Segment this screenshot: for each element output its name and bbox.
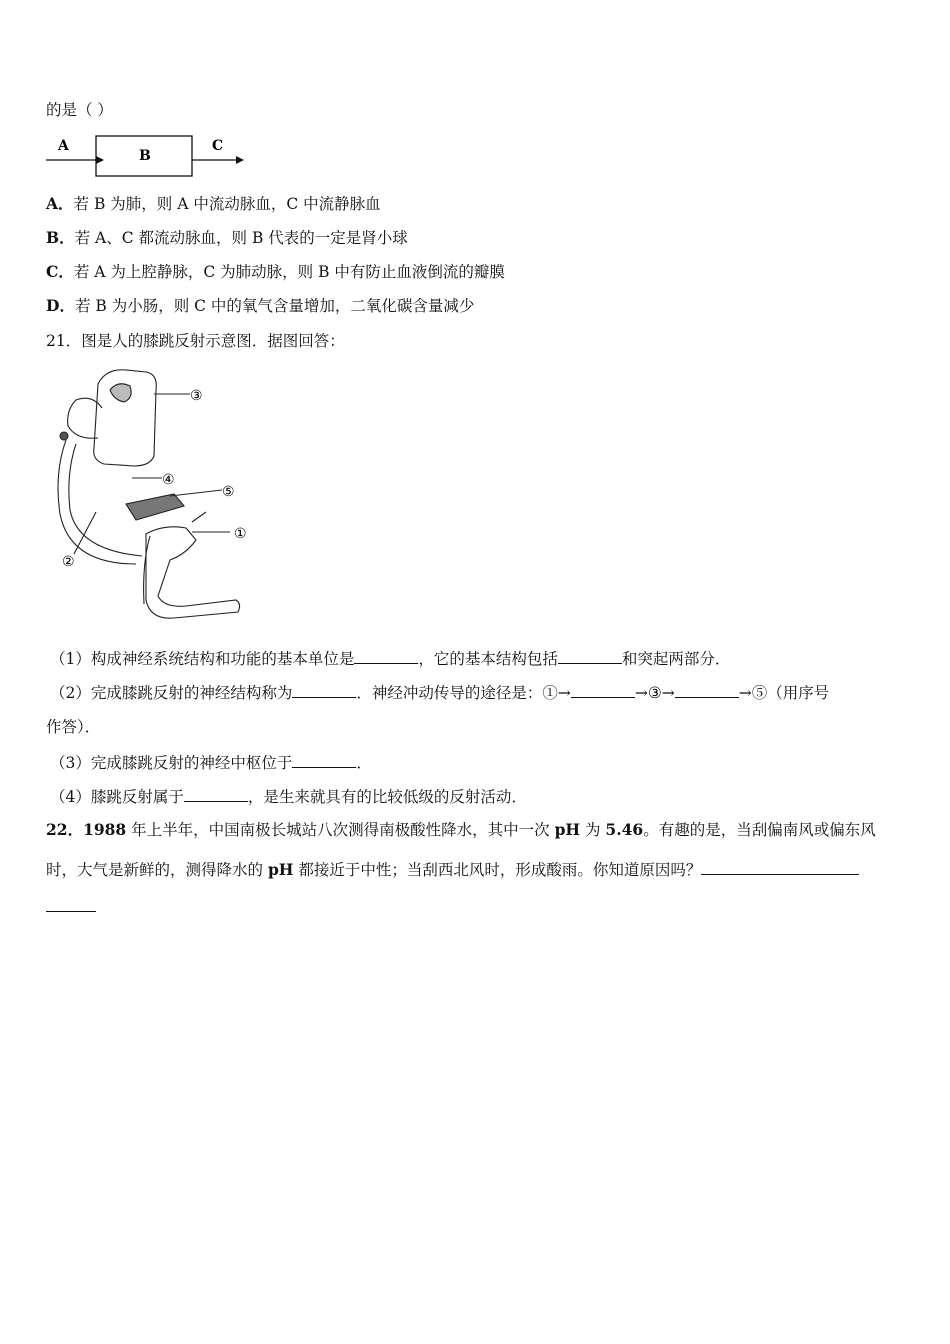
- answer-blank[interactable]: [675, 682, 739, 698]
- figure-label-2: ②: [62, 554, 75, 570]
- answer-blank[interactable]: [292, 682, 356, 698]
- answer-blank[interactable]: [701, 859, 859, 875]
- q20-stem-tail: 的是（ ）: [46, 101, 113, 119]
- figure-label-4: ④: [162, 472, 175, 488]
- answer-blank[interactable]: [184, 786, 248, 802]
- answer-blank[interactable]: [571, 682, 635, 698]
- q21-title: 21．图是人的膝跳反射示意图．据图回答：: [46, 332, 345, 350]
- q21-sub-2: （2）完成膝跳反射的神经结构称为 ．神经冲动传导的途径是：①→ →③→ →⑤（用序号: [50, 684, 830, 702]
- q21-sub-2-cont: 作答）．: [46, 718, 101, 736]
- q20-option-d: D．若 B 为小肠，则 C 中的氧气含量增加，二氧化碳含量减少: [46, 296, 475, 315]
- label-b: B: [139, 148, 151, 164]
- arrow-c-head-icon: [236, 156, 244, 164]
- efferent-nerve: [69, 444, 142, 556]
- q22-line-2: 时，大气是新鲜的，测得降水的 pH 都接近于中性；当刮西北风时，形成酸雨。你知道原因吗？: [46, 859, 859, 880]
- q20-option-a: A．若 B 为肺，则 A 中流动脉血，C 中流静脉血: [46, 194, 381, 213]
- q22-line-1: 22．1988 年上半年，中国南极长城站八次测得南极酸性降水，其中一次 pH 为 5.46。有趣的是，当刮偏南风或偏东风: [46, 820, 876, 839]
- answer-blank[interactable]: [354, 648, 418, 664]
- q21-sub-4: （4）膝跳反射属于 ，是生来就具有的比较低级的反射活动．: [50, 788, 527, 806]
- arrow-a-head-icon: [96, 156, 104, 164]
- leader-5: [170, 490, 222, 496]
- tap-arrow: [192, 512, 206, 522]
- figure-label-3: ③: [190, 388, 203, 404]
- quadriceps-muscle: [126, 494, 184, 520]
- thigh-back: [144, 536, 150, 604]
- grey-matter: [110, 384, 131, 402]
- answer-blank[interactable]: [292, 752, 356, 768]
- q21-sub-1: （1）构成神经系统结构和功能的基本单位是 ，它的基本结构包括 和突起两部分．: [50, 650, 731, 668]
- knee-jerk-reflex-figure: [46, 364, 258, 626]
- q20-option-c: C．若 A 为上腔静脉，C 为肺动脉，则 B 中有防止血液倒流的瓣膜: [46, 262, 505, 281]
- blood-flow-diagram: [44, 128, 254, 180]
- q22-line-3: [46, 896, 96, 917]
- label-a: A: [58, 138, 69, 154]
- leg-outline: [146, 527, 240, 618]
- figure-label-1: ①: [234, 526, 247, 542]
- ganglion: [60, 432, 68, 440]
- answer-blank[interactable]: [558, 648, 622, 664]
- answer-blank[interactable]: [46, 896, 96, 912]
- label-c: C: [212, 138, 224, 154]
- q20-option-b: B．若 A、C 都流动脉血，则 B 代表的一定是肾小球: [46, 228, 408, 247]
- leader-2: [74, 512, 96, 554]
- q21-sub-3: （3）完成膝跳反射的神经中枢位于 ．: [50, 754, 372, 772]
- figure-label-5: ⑤: [222, 484, 235, 500]
